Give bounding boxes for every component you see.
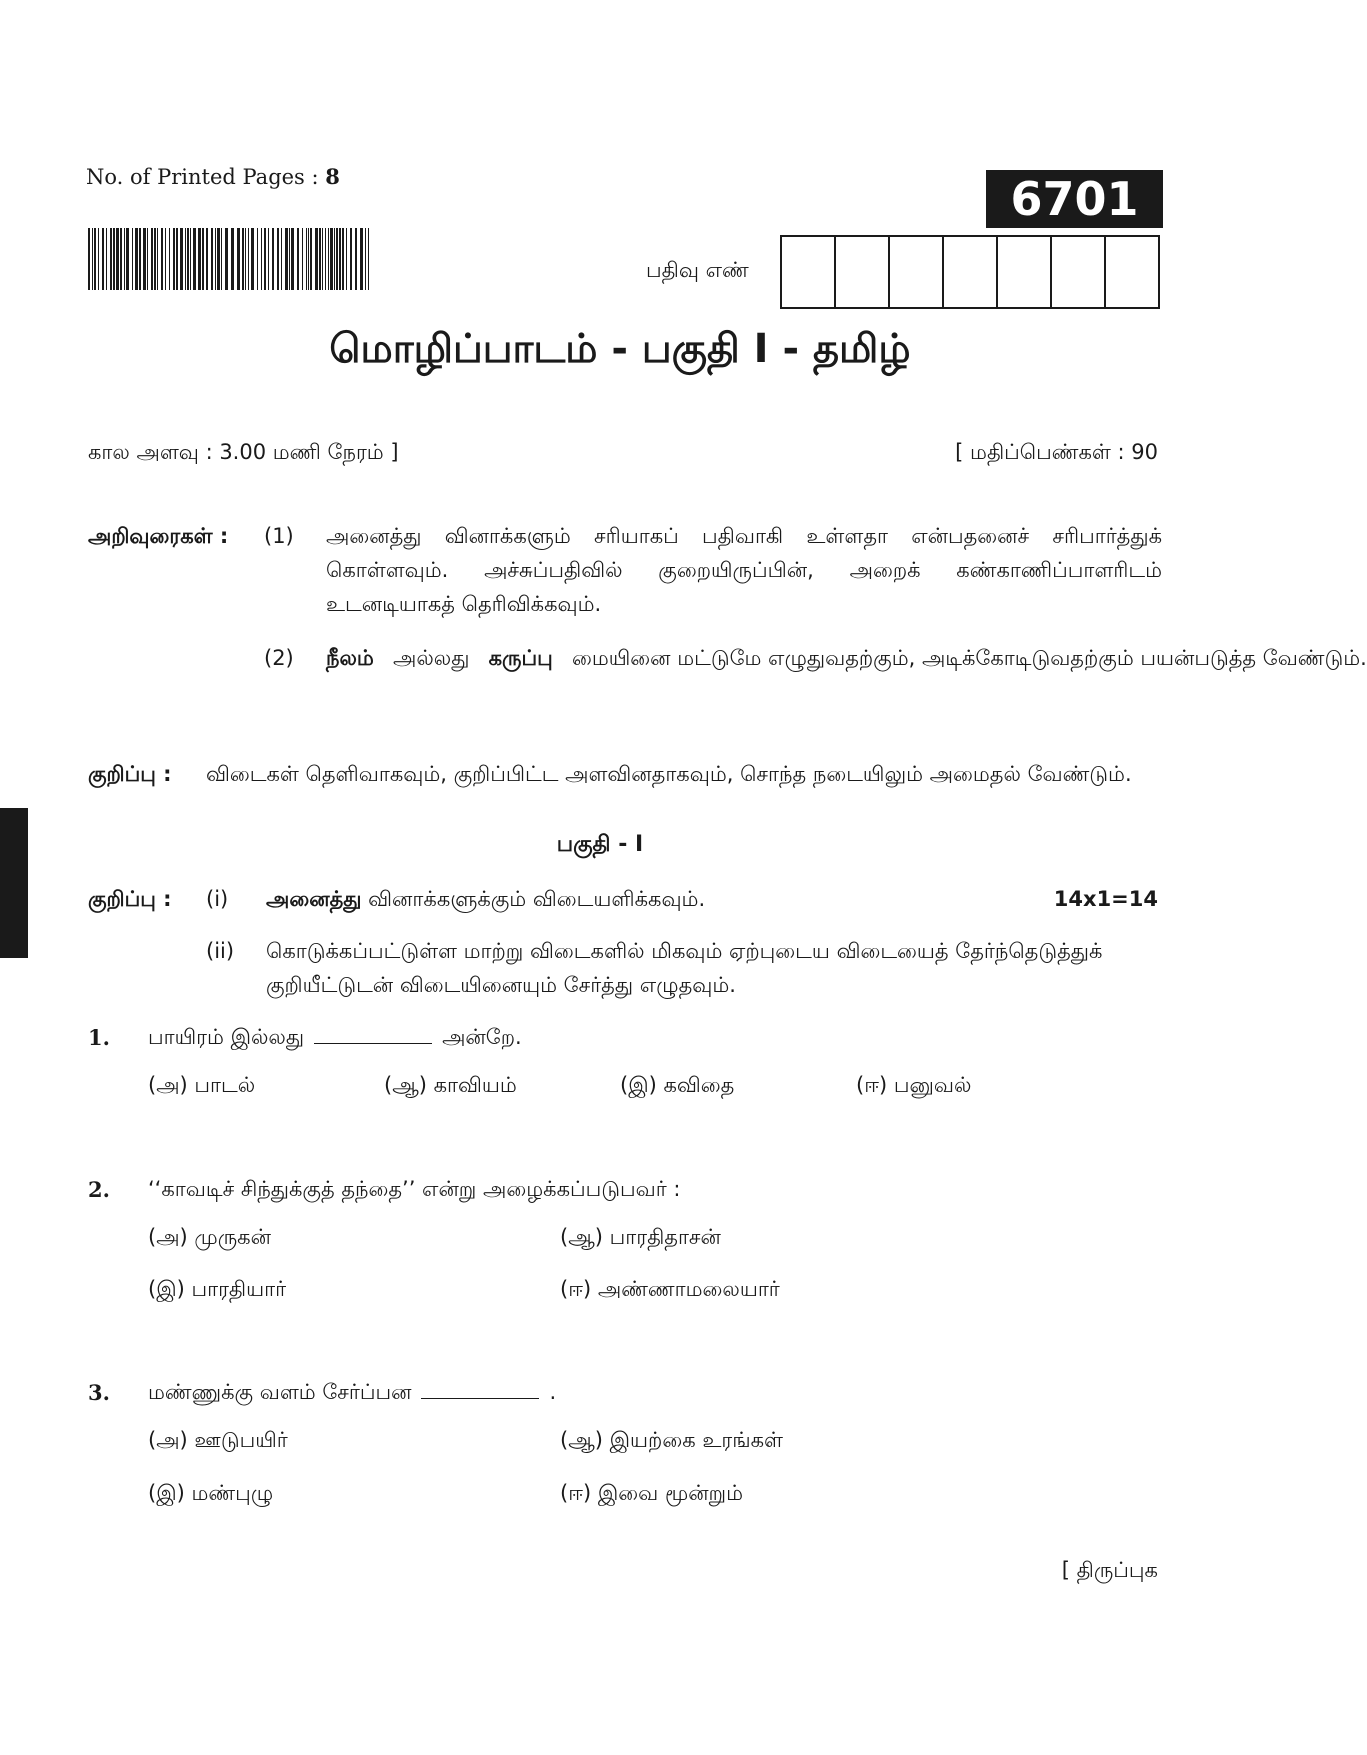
question-1-option-a[interactable]: (அ) பாடல் [148,1073,256,1097]
question-3-number: 3. [88,1380,110,1405]
question-1-number: 1. [88,1025,110,1050]
page-title: மொழிப்பாடம் - பகுதி I - தமிழ் [329,326,911,372]
note-2-ii-text: கொடுக்கப்பட்டுள்ள மாற்று விடைகளில் மிகவும் ஏற்புடைய விடையைத் தேர்ந்தெடுத்துக் குறியீட்டுடன் விடையினையும் சேர்த்து எழுதவும். [266,939,1103,997]
question-1-option-b[interactable]: (ஆ) காவியம் [384,1073,517,1097]
ink-rest: மையினை மட்டுமே எழுதுவதற்கும், அடிக்கோடிடுவதற்கும் பயன்படுத்த வேண்டும். [571,646,1367,670]
printed-pages-value: 8 [325,164,340,189]
reg-digit-box[interactable] [1052,237,1106,307]
question-1-option-c[interactable]: (இ) கவிதை [620,1073,735,1097]
question-1-option-d[interactable]: (ஈ) பனுவல் [856,1073,972,1097]
note-1-label: குறிப்பு : [88,762,172,786]
reg-digit-box[interactable] [1106,237,1158,307]
printed-pages-label [86,164,340,189]
instructions-label: அறிவுரைகள் : [88,524,229,548]
question-2-text: ‘‘காவடிச் சிந்துக்குத் தந்தை’’ என்று அழைக்கப்படுபவர் : [148,1177,681,1201]
note-2-i-text [266,882,705,916]
note-2-i-number: (i) [206,887,229,911]
note-2-ii-number: (ii) [206,939,235,963]
registration-label: பதிவு எண் [646,258,749,282]
page-turn-note: [ திருப்புக [1061,1558,1158,1582]
total-marks: [ மதிப்பெண்கள் : 90 [955,440,1158,464]
instruction-2-text [326,641,1367,675]
question-1-text-after: அன்றே. [442,1025,522,1049]
question-3-option-d[interactable]: (ஈ) இவை மூன்றும் [560,1481,744,1505]
ink-blue: நீலம் [326,646,374,670]
question-3-text-before: மண்ணுக்கு வளம் சேர்ப்பன [148,1380,412,1404]
question-3-option-b[interactable]: (ஆ) இயற்கை உரங்கள் [560,1428,784,1452]
note-2-i-bold: அனைத்து [266,887,362,911]
answer-blank [314,1043,432,1044]
question-3-option-a[interactable]: (அ) ஊடுபயிர் [148,1428,288,1452]
section-marks: 14x1=14 [1053,887,1158,911]
reg-digit-box[interactable] [836,237,890,307]
paper-code: 6701 [986,170,1163,228]
answer-blank [421,1398,539,1399]
side-black-tab [0,808,28,958]
question-2-option-b[interactable]: (ஆ) பாரதிதாசன் [560,1225,721,1249]
question-2-number: 2. [88,1177,110,1202]
reg-digit-box[interactable] [998,237,1052,307]
question-3-text-after: . [549,1380,557,1404]
question-1-text [148,1020,522,1054]
instruction-1-number: (1) [264,524,294,548]
section-heading: பகுதி - I [556,832,644,857]
note-2-i-rest: வினாக்களுக்கும் விடையளிக்கவும். [368,887,706,911]
barcode-image [88,228,372,290]
registration-number-boxes[interactable] [780,235,1160,309]
note-2-label: குறிப்பு : [88,887,172,911]
printed-pages-text: No. of Printed Pages : [86,165,319,189]
ink-or: அல்லது [393,646,470,670]
reg-digit-box[interactable] [782,237,836,307]
question-2-option-c[interactable]: (இ) பாரதியார் [148,1277,287,1301]
question-1-text-before: பாயிரம் இல்லது [148,1025,305,1049]
instruction-1-text: அனைத்து வினாக்களும் சரியாகப் பதிவாகி உள்ளதா என்பதனைச் சரிபார்த்துக் கொள்ளவும். அச்சுப்பதிவில் குறையிருப்பின், அறைக் கண்காணிப்பாளரிடம் உடனடியாகத் தெரிவிக்கவும். [326,524,1162,616]
ink-black: கருப்பு [488,646,553,670]
reg-digit-box[interactable] [890,237,944,307]
time-duration: கால அளவு : 3.00 மணி நேரம் ] [88,440,399,464]
reg-digit-box[interactable] [944,237,998,307]
instruction-2-number: (2) [264,646,294,670]
question-2-option-a[interactable]: (அ) முருகன் [148,1225,271,1249]
question-3-text [148,1375,556,1409]
question-2-option-d[interactable]: (ஈ) அண்ணாமலையார் [560,1277,780,1301]
question-3-option-c[interactable]: (இ) மண்புழு [148,1481,274,1505]
note-1-text: விடைகள் தெளிவாகவும், குறிப்பிட்ட அளவினதாகவும், சொந்த நடையிலும் அமைதல் வேண்டும். [206,762,1132,786]
